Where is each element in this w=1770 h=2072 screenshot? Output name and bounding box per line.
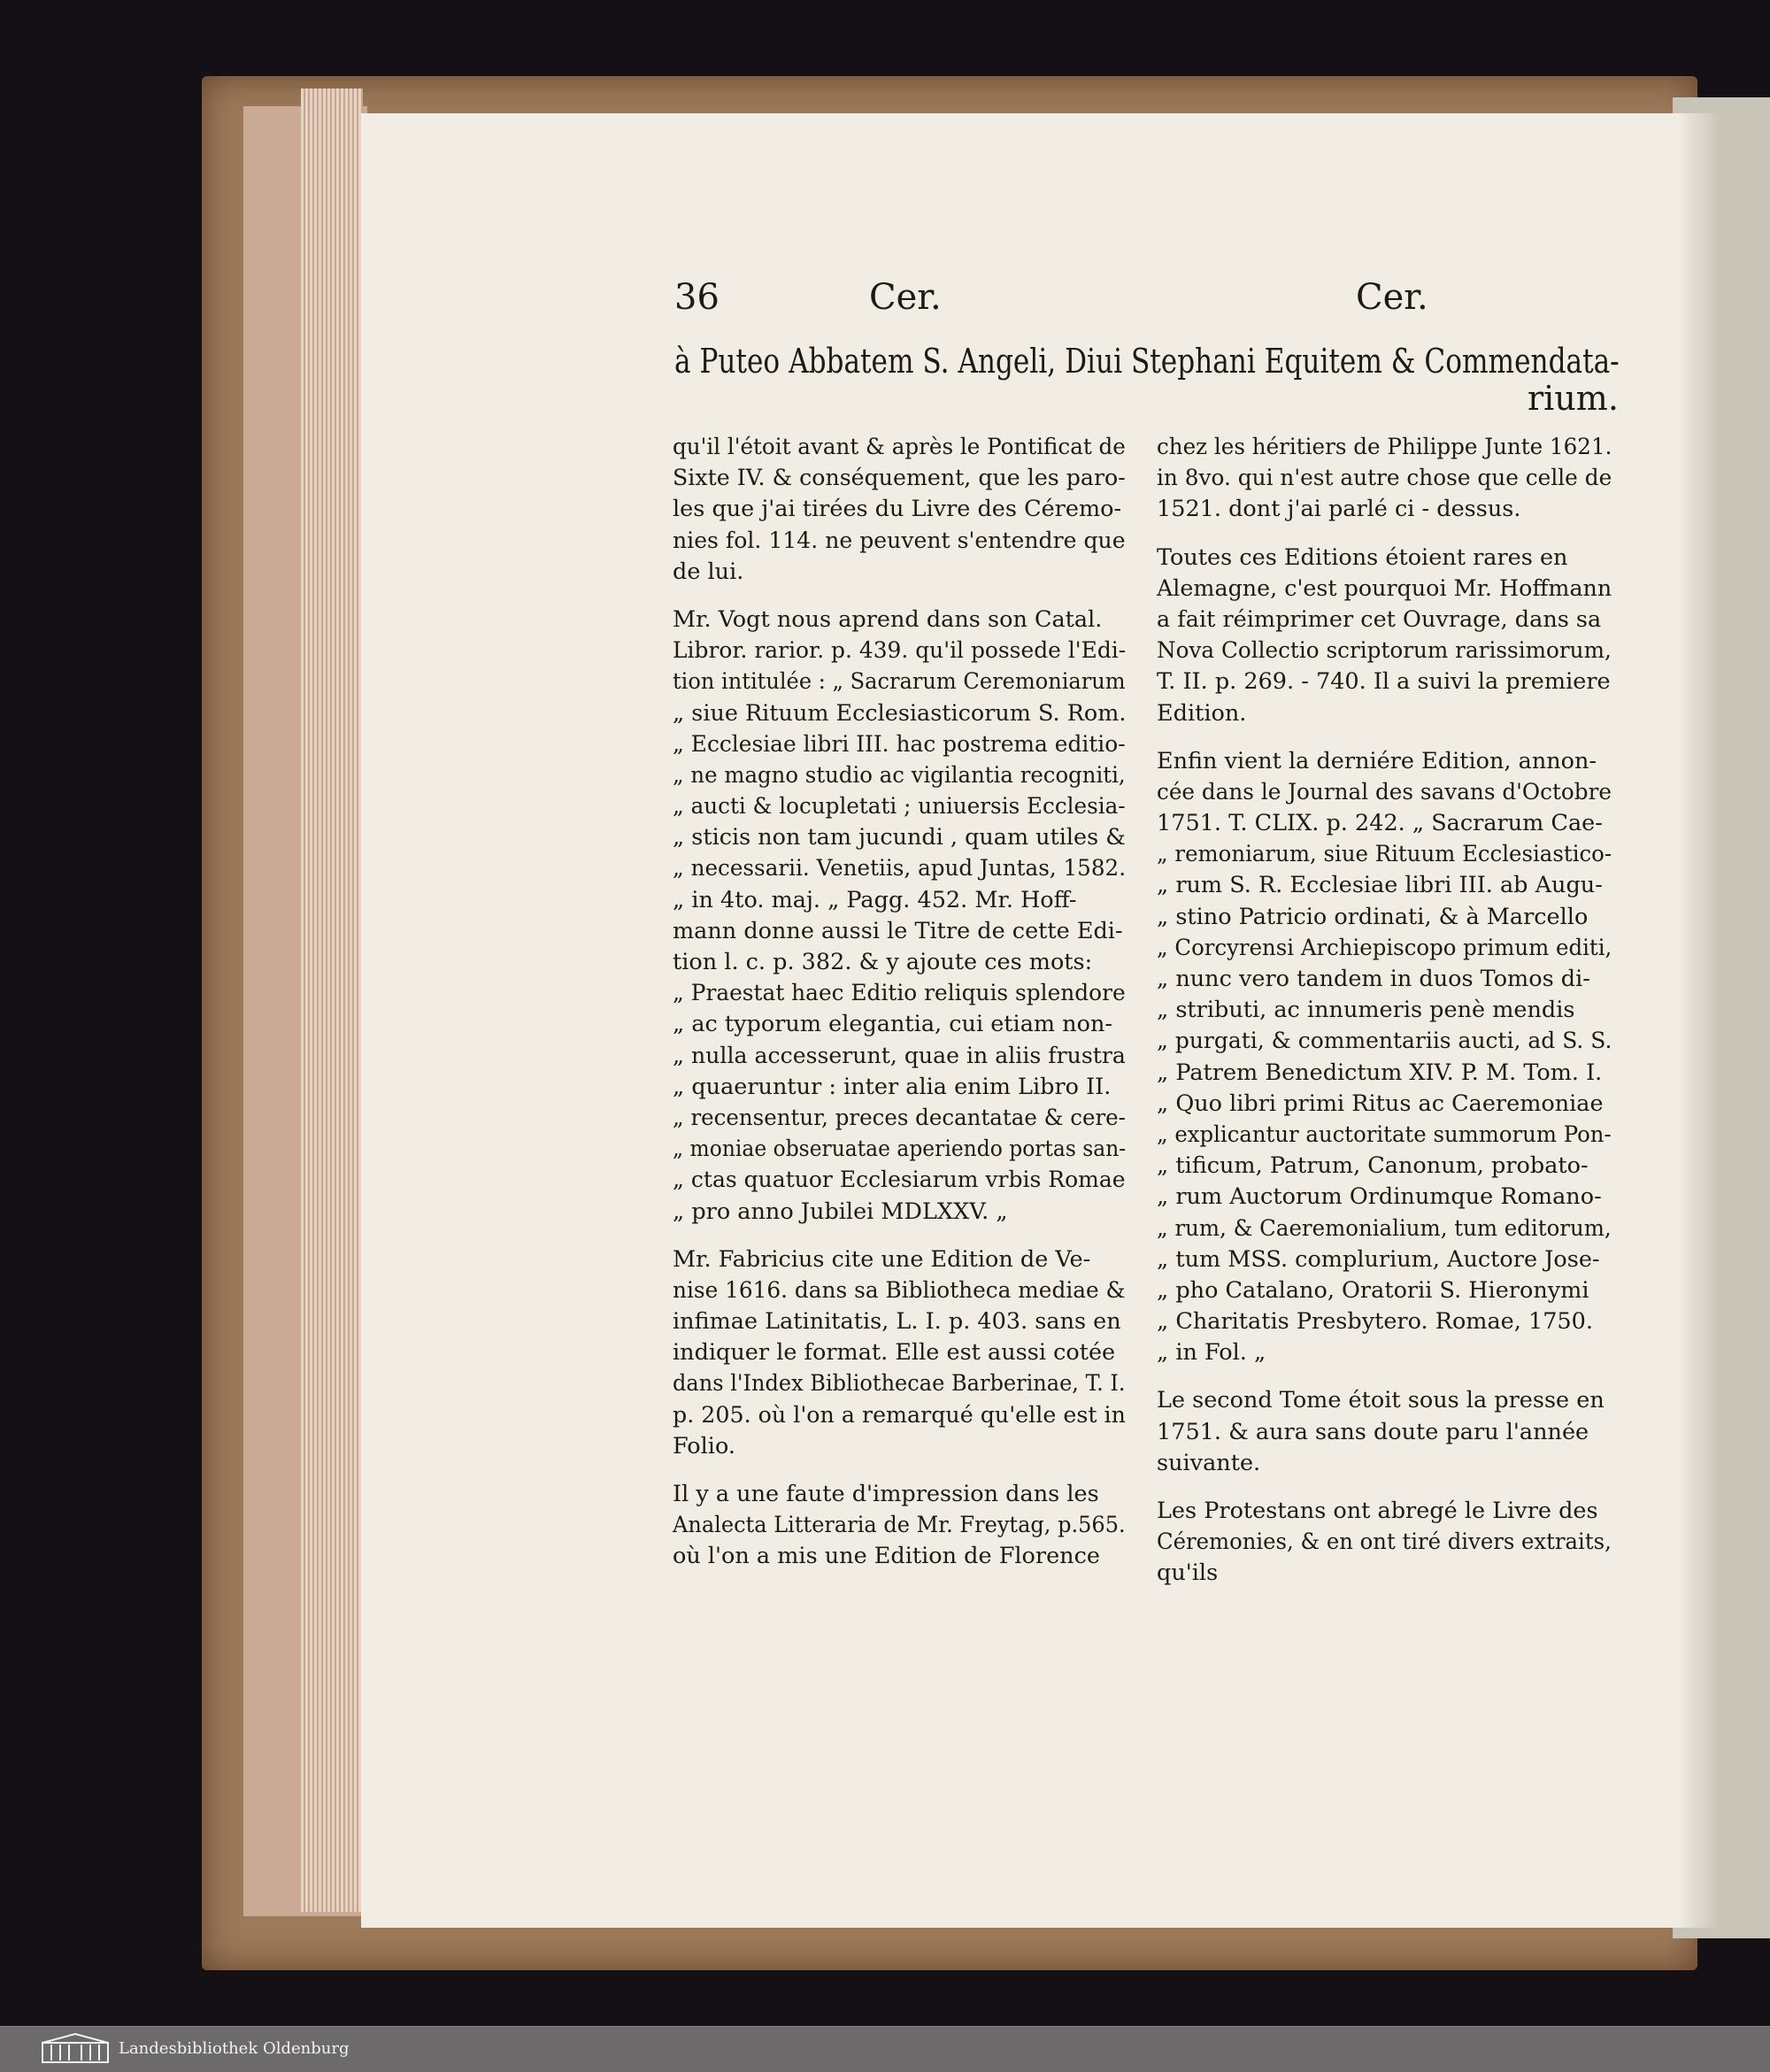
- text-line: „ pro anno Jubilei MDLXXV. „: [673, 1198, 1008, 1225]
- text-line: „ siue Rituum Ecclesiasticorum S. Rom.: [673, 699, 1127, 727]
- text-line: 1751. & aura sans doute paru l'année: [1157, 1418, 1589, 1445]
- text-line: Nova Collectio scriptorum rarissimorum,: [1157, 637, 1612, 665]
- running-head-right: Cer.: [1356, 277, 1428, 318]
- text-line: Sixte IV. & conséquement, que les paro-: [673, 465, 1126, 492]
- text-line: Les Protestans ont abregé le Livre des: [1157, 1498, 1598, 1524]
- text-line: nies fol. 114. ne peuvent s'entendre que: [673, 527, 1126, 554]
- paragraph-gap: [1157, 526, 1612, 543]
- text-line: „ ac typorum elegantia, cui etiam non-: [673, 1011, 1113, 1038]
- text-line: „ ne magno studio ac vigilantia recogniti,: [673, 761, 1126, 789]
- text-line: Il y a une faute d'impression dans les: [673, 1481, 1099, 1507]
- text-line: „ purgati, & commentariis aucti, ad S. S.: [1157, 1028, 1612, 1055]
- text-line: 1751. T. CLIX. p. 242. „ Sacrarum Cae-: [1157, 810, 1603, 837]
- text-line: les que j'ai tirées du Livre des Céremo-: [673, 496, 1122, 523]
- text-line: „ Charitatis Presbytero. Romae, 1750.: [1157, 1308, 1593, 1336]
- title-line-2: rium.: [1528, 379, 1619, 418]
- text-line: „ stributi, ac innumeris penè mendis: [1157, 997, 1575, 1024]
- text-line: in 8vo. qui n'est autre chose que celle de: [1157, 465, 1612, 492]
- text-line: où l'on a mis une Edition de Florence: [673, 1543, 1100, 1570]
- text-line: indiquer le format. Elle est aussi cotée: [673, 1339, 1116, 1367]
- text-line: „ nulla accesserunt, quae in aliis frustra: [673, 1042, 1126, 1069]
- text-line: a fait réimprimer cet Ouvrage, dans sa: [1157, 605, 1602, 633]
- page-number: 36: [674, 277, 720, 318]
- text-line: suivante.: [1157, 1449, 1261, 1476]
- text-line: „ rum, & Caeremonialium, tum editorum,: [1157, 1214, 1612, 1242]
- text-line: „ pho Catalano, Oratorii S. Hieronymi: [1157, 1276, 1589, 1304]
- text-line: Folio.: [673, 1432, 735, 1460]
- paragraph-gap: [673, 1462, 1126, 1479]
- text-line: „ tificum, Patrum, Canonum, probato-: [1157, 1152, 1589, 1180]
- left-text-column: [673, 432, 1126, 1573]
- text-line: infimae Latinitatis, L. I. p. 403. sans en: [673, 1308, 1121, 1336]
- text-line: tion l. c. p. 382. & y ajoute ces mots:: [673, 949, 1093, 975]
- text-line: Mr. Vogt nous aprend dans son Catal.: [673, 605, 1103, 633]
- paragraph-gap: [1157, 1479, 1612, 1496]
- text-line: „ aucti & locupletati ; uniuersis Ecclesia-: [673, 793, 1126, 820]
- text-line: tion intitulée : „ Sacrarum Ceremoniarum: [673, 668, 1126, 696]
- paragraph-gap: [1157, 729, 1612, 746]
- gutter-shadow: [1677, 113, 1720, 1928]
- text-line: „ recensentur, preces decantatae & cere-: [673, 1104, 1126, 1131]
- text-line: „ in 4to. maj. „ Pagg. 452. Mr. Hoff-: [673, 886, 1077, 913]
- text-line: „ in Fol. „: [1157, 1339, 1266, 1367]
- text-line: qu'il l'étoit avant & après le Pontificat de: [673, 434, 1126, 460]
- text-line: Toutes ces Editions étoient rares en: [1157, 543, 1568, 571]
- text-line: Mr. Fabricius cite une Edition de Ve-: [673, 1245, 1091, 1273]
- text-line: 1521. dont j'ai parlé ci - dessus.: [1157, 496, 1521, 523]
- text-line: „ Patrem Benedictum XIV. P. M. Tom. I.: [1157, 1059, 1603, 1086]
- text-line: chez les héritiers de Philippe Junte 1621.: [1157, 434, 1612, 460]
- text-line: Analecta Litteraria de Mr. Freytag, p.565.: [673, 1512, 1126, 1539]
- text-line: „ remoniarum, siue Rituum Ecclesiastico-: [1157, 841, 1612, 868]
- text-line: „ Praestat haec Editio reliquis splendore: [673, 980, 1126, 1007]
- text-line: „ quaeruntur : inter alia enim Libro II.: [673, 1073, 1112, 1100]
- text-line: „ stino Patricio ordinati, & à Marcello: [1157, 903, 1589, 930]
- text-line: dans l'Index Bibliothecae Barberinae, T. I.: [673, 1370, 1126, 1398]
- page-edges: [301, 89, 363, 1912]
- text-line: „ Corcyrensi Archiepiscopo primum editi,: [1157, 934, 1612, 961]
- text-line: Libror. rarior. p. 439. qu'il possede l'Edi-: [673, 637, 1127, 665]
- library-name: Landesbibliothek Oldenburg: [119, 2039, 350, 2058]
- text-line: Edition.: [1157, 699, 1247, 727]
- text-line: p. 205. où l'on a remarqué qu'elle est in: [673, 1401, 1126, 1429]
- text-line: Alemagne, c'est pourquoi Mr. Hoffmann: [1157, 574, 1612, 602]
- text-line: qu'ils: [1157, 1560, 1219, 1587]
- text-line: Enfin vient la derniére Edition, annon-: [1157, 747, 1597, 774]
- text-line: cée dans le Journal des savans d'Octobre: [1157, 778, 1612, 805]
- text-line: „ rum S. R. Ecclesiae libri III. ab Augu-: [1157, 872, 1603, 899]
- text-line: „ moniae obseruatae aperiendo portas san-: [673, 1136, 1127, 1163]
- text-line: „ rum Auctorum Ordinumque Romano-: [1157, 1183, 1602, 1211]
- paragraph-gap: [1157, 1368, 1612, 1385]
- text-line: Le second Tome étoit sous la presse en: [1157, 1387, 1605, 1414]
- text-line: mann donne aussi le Titre de cette Edi-: [673, 917, 1123, 944]
- text-line: „ necessarii. Venetiis, apud Juntas, 1582.: [673, 855, 1127, 882]
- text-line: de lui.: [673, 558, 744, 585]
- text-line: „ tum MSS. complurium, Auctore Jose-: [1157, 1245, 1600, 1273]
- library-building-icon: [41, 2032, 110, 2064]
- text-line: „ ctas quatuor Ecclesiarum vrbis Romae: [673, 1167, 1126, 1194]
- title-line-1: à Puteo Abbatem S. Angeli, Diui Stephani Equitem & Commendata-: [674, 342, 1620, 381]
- text-line: „ Ecclesiae libri III. hac postrema editio-: [673, 730, 1126, 758]
- text-line: T. II. p. 269. - 740. Il a suivi la premiere: [1157, 668, 1611, 696]
- right-text-column: [1157, 432, 1612, 1590]
- text-line: „ sticis non tam jucundi , quam utiles &: [673, 824, 1126, 851]
- text-line: „ explicantur auctoritate summorum Pon-: [1157, 1121, 1612, 1148]
- running-head-left: Cer.: [869, 277, 942, 318]
- paragraph-gap: [673, 588, 1126, 605]
- text-line: nise 1616. dans sa Bibliotheca mediae &: [673, 1276, 1126, 1304]
- text-line: „ nunc vero tandem in duos Tomos di-: [1157, 966, 1590, 992]
- text-line: Céremonies, & en ont tiré divers extraits,: [1157, 1529, 1612, 1556]
- paragraph-gap: [673, 1228, 1126, 1244]
- text-line: „ Quo libri primi Ritus ac Caeremoniae: [1157, 1090, 1604, 1117]
